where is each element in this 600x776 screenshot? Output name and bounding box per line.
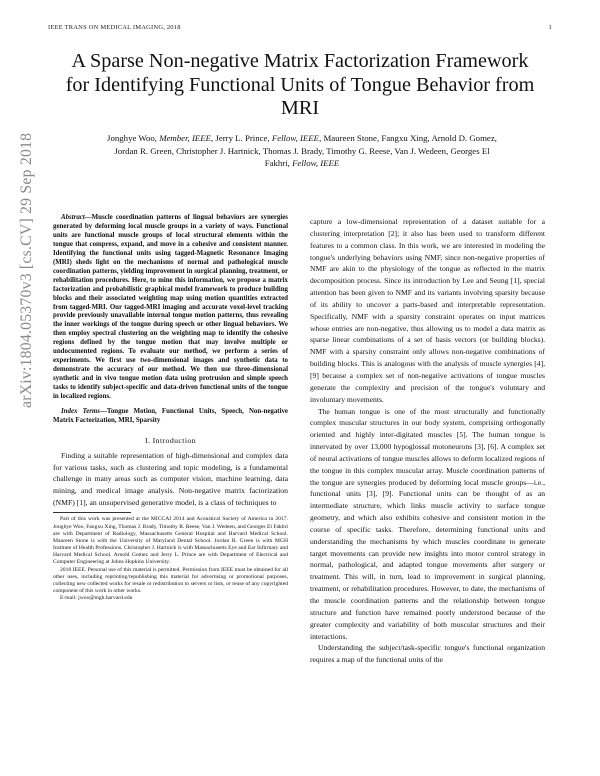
page-number: 1 <box>548 24 552 31</box>
left-column <box>53 214 288 602</box>
paper-title: A Sparse Non-negative Matrix Factorization Framework for Identifying Functional Units of Tongue Behavior from MRI <box>65 50 535 119</box>
author-text: Fakhri, <box>264 158 293 168</box>
index-terms-label: Index Terms <box>61 408 100 416</box>
index-terms <box>53 408 288 426</box>
abstract-text: —Muscle coordination patterns of lingual behaviors are synergies generated by deforming local muscle groups in a variety of ways. Functional units are functional muscle groups of local structural elements within the tongue that compress, expand, and move in a cohesive and consistent manner. Identifying the functional units using tagged-Magnetic Resonance Imaging (MRI) sheds light on the mechanisms of normal and pathological muscle coordination patterns, yielding improvement in surgical planning, treatment, or rehabilitation procedures. Here, to mine this information, we propose a matrix factorization and probabilistic graphical model framework to produce building blocks and their associated weighting map using motion quantities extracted from tagged-MRI. Our tagged-MRI imaging and accurate voxel-level tracking provide previously unavailable internal tongue motion patterns, thus revealing the inner workings of the tongue during speech or other lingual behaviors. We then employ spectral clustering on the weighting map to identify the cohesive regions defined by the tongue motion that may involve multiple or undocumented regions. To evaluate our method, we perform a series of experiments. We first use two-dimensional images and synthetic data to demonstrate the accuracy of our method. We then use three-dimensional synthetic and in vivo tongue motion data using protrusion and simple speech tasks to identify subject-specific and data-driven functional units of the tongue in localized regions. <box>53 214 288 401</box>
footnote-email: E-mail: jwoo@mgh.harvard.edu <box>60 595 133 602</box>
author-affil: Fellow, IEEE <box>292 158 340 168</box>
intro-paragraph: Finding a suitable representation of high-dimensional and complex data for various tasks, such as clustering and topic modeling, is a fundamental challenge in many areas such as computer vision, machine learning, data mining, and medical image analysis. Non-negative matrix factorization (NMF) [1], an unsupervised generative model, is a class of techniques to <box>53 450 288 507</box>
author-text: Jordan R. Green, Christopher J. Hartnick, Thomas J. Brady, Timothy G. Reese, Van J. Wedeen, Georges El <box>114 145 490 156</box>
abstract <box>53 214 288 402</box>
arxiv-stamp: arXiv:1804.05370v3 [cs.CV] 29 Sep 2018 <box>18 132 35 408</box>
journal-name: IEEE TRANS ON MEDICAL IMAGING, 2018 <box>48 24 181 31</box>
body-paragraph: capture a low-dimensional representation of a dataset suitable for a clustering interpretation [2]; it also has been used to transform different features to a common class. In this work, we are interested in modeling the tongue's underlying behaviors using NMF, since non-negative properties of NMF are akin to the physiology of the tongue as reflected in the matrix decomposition process. Since its introduction by Lee and Seung [1], special attention has been given to NMF and its variants involving sparsity because of its ability to uncover a parts-based and interpretable representation. Specifically, NMF with a sparsity constraint operates on input matrices whose entries are non-negative, thus allowing us to model a data matrix as sparse linear combinations of a set of basis vectors (or building blocks). NMF with a sparsity constraint only allows non-negative combinations of building blocks. This is analogous with the analysis of muscle synergies [4], [9] because a complex set of non-negative activations of tongue muscles generate the complexity and precision of the tongue's voluntary and involuntary movements. <box>310 217 545 404</box>
footnote: 2018 IEEE. Personal use of this material is permitted. Permission from IEEE must be obtained for all other uses, including reprinting/republishing this material for advertising or promotional purposes, collecting new collected works for resale or redistribution to servers or lists, or reuse of any copyrighted component of this work in other works. <box>53 566 288 594</box>
body-paragraph: Understanding the subject/task-specific tongue's functional organization requires a map of the functional units of the <box>310 643 545 665</box>
author-affil: Member, IEEE <box>159 133 211 143</box>
footnote-rule <box>53 512 131 513</box>
right-column <box>310 216 545 666</box>
index-terms-text: —Tongue Motion, Functional Units, Speech, Non-negative Matrix Factorization, MRI, Sparsity <box>53 408 288 424</box>
section-heading: I. Introduction <box>144 435 197 445</box>
author-affil: Fellow, IEEE <box>271 133 320 143</box>
body-paragraph: The human tongue is one of the most structurally and functionally complex muscular structures in our body system, comprising orthogonally oriented and highly inter-digitated muscles [5]. The human tongue is innervated by over 13,000 hypoglossal motoneurons [3], [6]. A complex set of neural activations of tongue muscles allows to deform localized regions of the tongue in this complex muscular array. Muscle coordination patterns of the tongue are synergies produced by deforming local muscle groups—i.e., functional units [3], [9]. Functional units can be thought of as an intermediate structure, which links muscle activity to surface tongue geometry, and which also exhibits cohesive and consistent motion in the course of specific tasks. Therefore, determining functional units and understanding the mechanisms by which muscles coordinate to generate target movements can provide new insights into motor control strategy in normal, pathological, and adapted tongue movements after surgery or treatment. This will, in turn, lead to improvement in surgical planning, treatment, or rehabilitation procedures. However, to date, the mechanisms of the muscle coordination patterns and the relationship between tongue structure and function have remained poorly understood because of the greater complexity and variability of both muscular structures and their interactions. <box>310 406 545 641</box>
running-header <box>48 24 552 31</box>
abstract-label: Abstract <box>61 214 85 221</box>
author-text: , Jerry L. Prince, <box>211 133 272 143</box>
author-list <box>64 132 540 170</box>
author-text: Jonghye Woo, <box>107 133 160 143</box>
author-text: , Maureen Stone, Fangxu Xing, Arnold D. Gomez, <box>319 133 497 143</box>
footnote: Part of this work was presented at the MICCAI 2014 and Acoustical Society of America in 2017. Jonghye Woo, Fangxu Xing, Thomas J. Brady, Timothy R. Reese, Van J. Wedeen, and Georges El Fakhri are with Department of Radiology, Massachusetts General Hospital and Harvard Medical School. Maureen Stone is with the University of Maryland Dental School. Jordan R. Green is with MGH Institute of Health Professions. Christopher J. Hartnick is with Massachusetts Eye and Ear Infirmary and Harvard Medical School. Arnold Gomez and Jerry L. Prince are with Department of Electrical and Computer Engineering at Johns Hopkins University. <box>53 516 288 566</box>
